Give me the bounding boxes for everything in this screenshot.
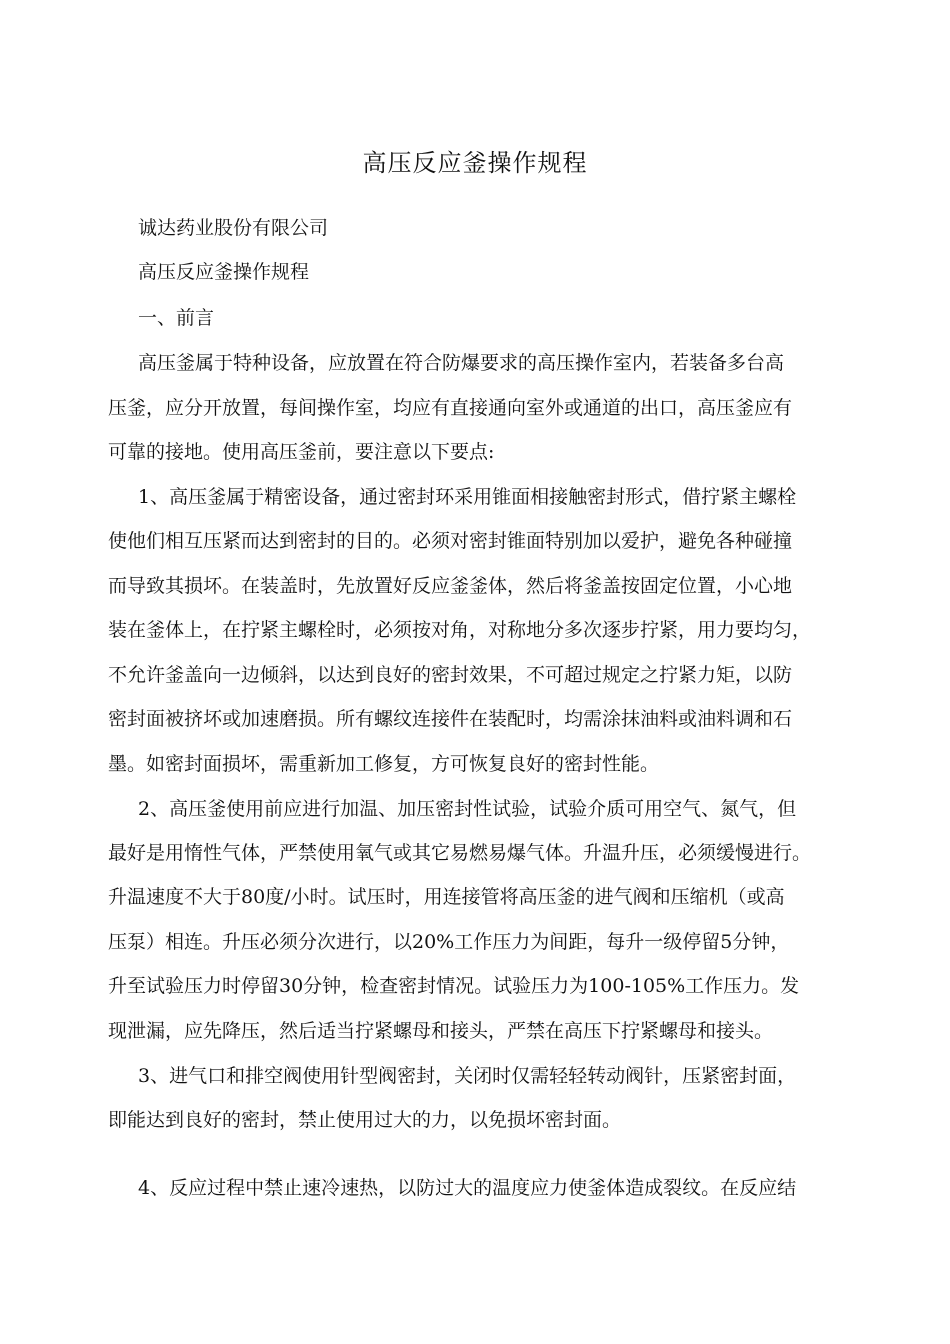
paragraph-line: 装在釜体上，在拧紧主螺栓时，必须按对角，对称地分多次逐步拧紧，用力要均匀， bbox=[108, 619, 812, 641]
paragraph-line: 使他们相互压紧而达到密封的目的。必须对密封锥面特别加以爱护，避免各种碰撞 bbox=[108, 530, 793, 552]
paragraph-line: 墨。如密封面损坏，需重新加工修复，方可恢复良好的密封性能。 bbox=[108, 753, 660, 775]
company-name: 诚达药业股份有限公司 bbox=[138, 217, 329, 239]
paragraph-line: 4、反应过程中禁止速冷速热，以防过大的温度应力使釜体造成裂纹。在反应结 bbox=[138, 1177, 797, 1199]
paragraph-line: 2、高压釜使用前应进行加温、加压密封性试验，试验介质可用空气、氮气，但 bbox=[138, 798, 797, 820]
paragraph-line: 升温速度不大于80度/小时。试压时，用连接管将高压釜的进气阀和压缩机（或高 bbox=[108, 886, 785, 908]
section-heading: 一、前言 bbox=[138, 307, 215, 329]
paragraph-line: 可靠的接地。使用高压釜前，要注意以下要点: bbox=[108, 441, 495, 463]
paragraph-line: 压釜，应分开放置，每间操作室，均应有直接通向室外或通道的出口，高压釜应有 bbox=[108, 397, 793, 419]
paragraph-line: 高压釜属于特种设备，应放置在符合防爆要求的高压操作室内，若装备多台高 bbox=[138, 352, 785, 374]
document-title: 高压反应釜操作规程 bbox=[362, 149, 588, 177]
paragraph-line: 不允许釜盖向一边倾斜，以达到良好的密封效果，不可超过规定之拧紧力矩，以防 bbox=[108, 664, 793, 686]
paragraph-line: 压泵）相连。升压必须分次进行，以20%工作压力为间距，每升一级停留5分钟， bbox=[108, 931, 790, 953]
paragraph-line: 1、高压釜属于精密设备，通过密封环采用锥面相接触密封形式，借拧紧主螺栓 bbox=[138, 486, 797, 508]
paragraph-line: 即能达到良好的密封，禁止使用过大的力，以免损坏密封面。 bbox=[108, 1109, 622, 1131]
paragraph-line: 最好是用惰性气体，严禁使用氧气或其它易燃易爆气体。升温升压，必须缓慢进行。 bbox=[108, 842, 812, 864]
paragraph-line: 密封面被挤坏或加速磨损。所有螺纹连接件在装配时，均需涂抹油料或油料调和石 bbox=[108, 708, 793, 730]
paragraph-line: 3、进气口和排空阀使用针型阀密封，关闭时仅需轻轻转动阀针，压紧密封面， bbox=[138, 1065, 797, 1087]
paragraph-line: 升至试验压力时停留30分钟，检查密封情况。试验压力为100-105%工作压力。发 bbox=[108, 975, 800, 997]
paragraph-line: 而导致其损坏。在装盖时，先放置好反应釜釜体，然后将釜盖按固定位置，小心地 bbox=[108, 575, 793, 597]
document-subtitle: 高压反应釜操作规程 bbox=[138, 261, 310, 283]
paragraph-line: 现泄漏，应先降压，然后适当拧紧螺母和接头，严禁在高压下拧紧螺母和接头。 bbox=[108, 1020, 774, 1042]
